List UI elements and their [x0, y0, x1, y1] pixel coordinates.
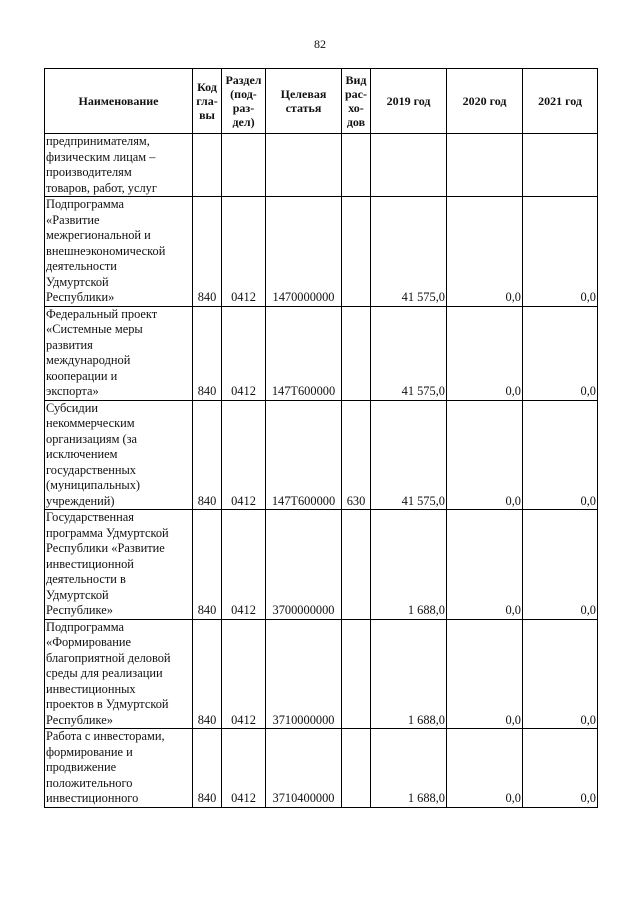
row-vid: [342, 197, 371, 307]
row-2021: 0,0: [523, 510, 598, 620]
row-razdel: 0412: [222, 306, 266, 400]
row-glava: [193, 134, 222, 197]
header-2019: 2019 год: [371, 69, 447, 134]
table-row: [45, 400, 598, 510]
row-glava: 840: [193, 197, 222, 307]
row-2020: 0,0: [447, 197, 523, 307]
row-name: предпринимателям, физическим лицам – производителям товаров, работ, услуг: [45, 134, 193, 197]
table-row: [45, 134, 598, 197]
header-row: [45, 69, 598, 134]
header-razdel-label: Раздел (под- раз- дел): [225, 73, 262, 129]
row-name: Работа с инвесторами, формирование и продвижение положительного инвестиционного: [45, 729, 193, 808]
header-glava: [193, 69, 222, 134]
row-2019: 41 575,0: [371, 197, 447, 307]
row-statya: 3700000000: [266, 510, 342, 620]
row-statya: 1470000000: [266, 197, 342, 307]
row-statya: 3710400000: [266, 729, 342, 808]
row-vid: [342, 134, 371, 197]
header-2020: 2020 год: [447, 69, 523, 134]
table-row: [45, 729, 598, 808]
header-glava-label: Код гла- вы: [196, 80, 218, 122]
row-razdel: 0412: [222, 619, 266, 729]
row-vid: [342, 510, 371, 620]
row-2021: 0,0: [523, 729, 598, 808]
table-row: [45, 510, 598, 620]
row-glava: 840: [193, 400, 222, 510]
row-2020: 0,0: [447, 306, 523, 400]
row-statya: 3710000000: [266, 619, 342, 729]
row-statya: 147Т600000: [266, 400, 342, 510]
row-2021: 0,0: [523, 306, 598, 400]
row-razdel: [222, 134, 266, 197]
header-vid-label: Вид рас- хо- дов: [345, 73, 367, 129]
row-2020: 0,0: [447, 729, 523, 808]
table-row: [45, 197, 598, 307]
row-vid: [342, 306, 371, 400]
row-2021: 0,0: [523, 619, 598, 729]
row-2020: 0,0: [447, 400, 523, 510]
row-glava: 840: [193, 619, 222, 729]
row-name: Федеральный проект «Системные меры развития международной кооперации и экспорта»: [45, 306, 193, 400]
row-2019: 41 575,0: [371, 400, 447, 510]
row-vid: 630: [342, 400, 371, 510]
header-name: Наименование: [45, 69, 193, 134]
header-razdel: [222, 69, 266, 134]
page-number: 82: [314, 37, 326, 51]
row-glava: 840: [193, 729, 222, 808]
row-2019: 1 688,0: [371, 510, 447, 620]
row-statya: [266, 134, 342, 197]
row-glava: 840: [193, 510, 222, 620]
row-name: Субсидии некоммерческим организациям (за исключением государственных (муниципальных) учреждений): [45, 400, 193, 510]
header-statya: [266, 69, 342, 134]
row-razdel: 0412: [222, 197, 266, 307]
row-name: Подпрограмма «Развитие межрегиональной и внешнеэкономической деятельности Удмуртской Республики»: [45, 197, 193, 307]
row-name: Подпрограмма «Формирование благоприятной деловой среды для реализации инвестиционных проектов в Удмуртской Республике»: [45, 619, 193, 729]
header-vid: [342, 69, 371, 134]
row-razdel: 0412: [222, 510, 266, 620]
row-2020: 0,0: [447, 619, 523, 729]
row-name: Государственная программа Удмуртской Республики «Развитие инвестиционной деятельности в Удмуртской Республике»: [45, 510, 193, 620]
row-vid: [342, 619, 371, 729]
row-2021: 0,0: [523, 197, 598, 307]
row-2019: 1 688,0: [371, 619, 447, 729]
row-vid: [342, 729, 371, 808]
budget-table: [44, 68, 598, 808]
row-2021: [523, 134, 598, 197]
header-statya-label: Целевая статья: [280, 87, 327, 115]
row-2019: [371, 134, 447, 197]
row-2020: [447, 134, 523, 197]
row-2021: 0,0: [523, 400, 598, 510]
row-2019: 41 575,0: [371, 306, 447, 400]
table-row: [45, 619, 598, 729]
row-razdel: 0412: [222, 400, 266, 510]
row-statya: 147Т600000: [266, 306, 342, 400]
row-razdel: 0412: [222, 729, 266, 808]
table-row: [45, 306, 598, 400]
header-2021: 2021 год: [523, 69, 598, 134]
row-2019: 1 688,0: [371, 729, 447, 808]
row-2020: 0,0: [447, 510, 523, 620]
row-glava: 840: [193, 306, 222, 400]
